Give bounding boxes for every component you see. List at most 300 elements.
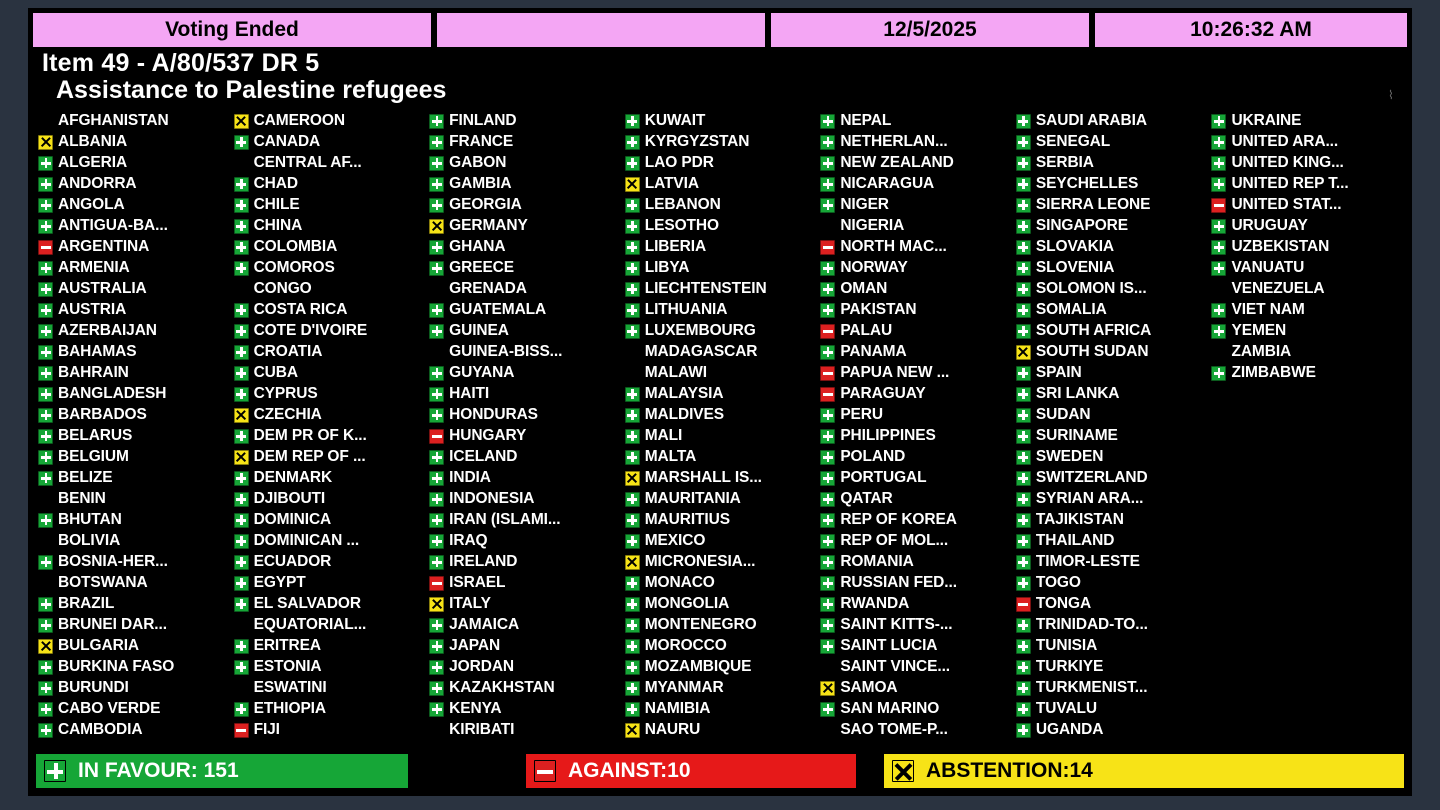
vote-column: [429, 111, 625, 737]
plus-icon: [234, 555, 249, 570]
vote-row: [234, 363, 430, 384]
country-name: CZECHIA: [253, 406, 322, 423]
country-name: THAILAND: [1035, 532, 1115, 549]
plus-icon: [1016, 471, 1031, 486]
vote-row: [820, 342, 1016, 363]
country-name: UNITED STAT...: [1231, 196, 1342, 213]
vote-row: [1016, 321, 1212, 342]
country-name: ARMENIA: [58, 259, 130, 276]
vote-row: [429, 405, 625, 426]
vote-row: [38, 174, 234, 195]
vote-row: [625, 195, 821, 216]
vote-row: [234, 552, 430, 573]
country-name: SUDAN: [1035, 406, 1091, 423]
country-name: DENMARK: [253, 469, 333, 486]
footer-gap-left: [408, 754, 526, 788]
vote-row: [429, 258, 625, 279]
country-name: UNITED KING...: [1231, 154, 1344, 171]
vote-row: [234, 636, 430, 657]
vote-row: [820, 636, 1016, 657]
plus-icon: [429, 303, 444, 318]
plus-icon: [625, 618, 640, 633]
plus-icon: [1211, 177, 1226, 192]
country-name: HAITI: [449, 385, 490, 402]
country-name: BURKINA FASO: [58, 658, 175, 675]
x-icon: [625, 723, 640, 738]
country-name: SAINT KITTS-...: [840, 616, 953, 633]
plus-icon: [429, 450, 444, 465]
country-name: DOMINICAN ...: [253, 532, 360, 549]
plus-icon: [625, 156, 640, 171]
country-name: MICRONESIA...: [644, 553, 756, 570]
plus-icon: [625, 303, 640, 318]
vote-row: [625, 342, 821, 363]
country-name: PAKISTAN: [840, 301, 917, 318]
vote-row: [38, 195, 234, 216]
vote-row: [234, 657, 430, 678]
plus-icon: [1211, 261, 1226, 276]
vote-row: [38, 468, 234, 489]
vote-row: [1016, 342, 1212, 363]
vote-row: [429, 699, 625, 720]
vote-row: [625, 489, 821, 510]
country-name: VIET NAM: [1231, 301, 1305, 318]
vote-row: [38, 405, 234, 426]
country-name: ICELAND: [449, 448, 518, 465]
plus-icon: [820, 639, 835, 654]
vote-row: [625, 552, 821, 573]
status-header: [30, 10, 1410, 48]
vote-row: [625, 615, 821, 636]
vote-row: [429, 174, 625, 195]
plus-icon: [1016, 303, 1031, 318]
vote-row: [1016, 111, 1212, 132]
country-name: PERU: [840, 406, 883, 423]
plus-icon: [625, 534, 640, 549]
vote-row: [429, 678, 625, 699]
vote-row: [38, 447, 234, 468]
country-name: ZIMBABWE: [1231, 364, 1316, 381]
vote-row: [429, 111, 625, 132]
plus-icon: [1211, 219, 1226, 234]
plus-icon: [1016, 198, 1031, 213]
plus-icon: [625, 387, 640, 402]
plus-icon: [1211, 303, 1226, 318]
vote-row: [1211, 111, 1410, 132]
no-vote-icon: [38, 492, 53, 507]
title-block: [30, 48, 1410, 107]
vote-row: [625, 657, 821, 678]
plus-icon: [429, 240, 444, 255]
vote-row: [625, 447, 821, 468]
country-name: SLOVAKIA: [1035, 238, 1115, 255]
plus-icon: [38, 597, 53, 612]
vote-row: [820, 405, 1016, 426]
country-name: SYRIAN ARA...: [1035, 490, 1144, 507]
plus-icon: [625, 261, 640, 276]
plus-icon: [429, 408, 444, 423]
vote-row: [820, 237, 1016, 258]
plus-icon: [38, 198, 53, 213]
plus-icon: [820, 618, 835, 633]
vote-row: [429, 720, 625, 741]
plus-icon: [625, 513, 640, 528]
plus-icon: [234, 639, 249, 654]
country-name: ITALY: [449, 595, 491, 612]
vote-row: [38, 573, 234, 594]
country-name: FRANCE: [449, 133, 514, 150]
vote-row: [625, 237, 821, 258]
plus-icon: [625, 240, 640, 255]
country-name: LIBYA: [644, 259, 690, 276]
vote-row: [234, 300, 430, 321]
vote-row: [820, 699, 1016, 720]
country-name: SINGAPORE: [1035, 217, 1129, 234]
country-name: BOSNIA-HER...: [58, 553, 168, 570]
plus-icon: [1016, 156, 1031, 171]
country-name: AZERBAIJAN: [58, 322, 157, 339]
country-name: TURKMENIST...: [1035, 679, 1148, 696]
vote-row: [625, 363, 821, 384]
plus-icon: [429, 513, 444, 528]
country-name: SENEGAL: [1035, 133, 1111, 150]
country-name: NIGER: [840, 196, 889, 213]
vote-row: [429, 531, 625, 552]
vote-row: [429, 552, 625, 573]
plus-icon: [1016, 618, 1031, 633]
vote-row: [234, 342, 430, 363]
country-name: GAMBIA: [449, 175, 512, 192]
plus-icon: [234, 345, 249, 360]
country-name: MALAYSIA: [644, 385, 724, 402]
vote-row: [234, 531, 430, 552]
vote-row: [429, 636, 625, 657]
vote-row: [429, 573, 625, 594]
country-name: QATAR: [840, 490, 893, 507]
vote-row: [429, 153, 625, 174]
vote-row: [234, 258, 430, 279]
country-name: PALAU: [840, 322, 893, 339]
vote-row: [1016, 636, 1212, 657]
vote-row: [1016, 384, 1212, 405]
plus-icon: [820, 702, 835, 717]
plus-icon: [429, 366, 444, 381]
country-name: SAN MARINO: [840, 700, 940, 717]
plus-icon: [1016, 324, 1031, 339]
vote-row: [820, 426, 1016, 447]
vote-row: [234, 615, 430, 636]
plus-icon: [1016, 702, 1031, 717]
vote-row: [1016, 678, 1212, 699]
plus-icon: [44, 760, 66, 782]
vote-row: [625, 594, 821, 615]
vote-row: [234, 678, 430, 699]
x-icon: [429, 597, 444, 612]
country-name: BELGIUM: [58, 448, 129, 465]
tally-abstention: [884, 754, 1404, 788]
country-name: NEW ZEALAND: [840, 154, 954, 171]
plus-icon: [820, 429, 835, 444]
country-name: BHUTAN: [58, 511, 122, 528]
vote-row: [429, 426, 625, 447]
plus-icon: [234, 660, 249, 675]
country-name: INDONESIA: [449, 490, 535, 507]
country-name: PAPUA NEW ...: [840, 364, 950, 381]
plus-icon: [625, 576, 640, 591]
vote-row: [38, 489, 234, 510]
plus-icon: [625, 198, 640, 213]
vote-row: [1211, 132, 1410, 153]
country-name: ECUADOR: [253, 553, 332, 570]
vote-row: [820, 216, 1016, 237]
country-name: KYRGYZSTAN: [644, 133, 750, 150]
country-name: SWITZERLAND: [1035, 469, 1148, 486]
country-name: LEBANON: [644, 196, 721, 213]
country-name: REP OF MOL...: [840, 532, 949, 549]
plus-icon: [234, 366, 249, 381]
country-name: CHAD: [253, 175, 298, 192]
vote-row: [1016, 531, 1212, 552]
no-vote-icon: [234, 156, 249, 171]
plus-icon: [1016, 387, 1031, 402]
vote-row: [1211, 321, 1410, 342]
country-name: ZAMBIA: [1231, 343, 1292, 360]
plus-icon: [1016, 240, 1031, 255]
country-name: UKRAINE: [1231, 112, 1302, 129]
plus-icon: [625, 324, 640, 339]
country-name: LUXEMBOURG: [644, 322, 756, 339]
no-vote-icon: [625, 366, 640, 381]
vote-row: [38, 111, 234, 132]
country-name: TONGA: [1035, 595, 1092, 612]
vote-row: [234, 237, 430, 258]
plus-icon: [234, 135, 249, 150]
country-name: GREECE: [449, 259, 515, 276]
vote-row: [38, 384, 234, 405]
country-name: KENYA: [449, 700, 502, 717]
vote-row: [1016, 573, 1212, 594]
vote-row: [820, 321, 1016, 342]
plus-icon: [1016, 219, 1031, 234]
vote-row: [820, 531, 1016, 552]
country-name: MONTENEGRO: [644, 616, 757, 633]
plus-icon: [38, 408, 53, 423]
minus-icon: [234, 723, 249, 738]
country-name: MALTA: [644, 448, 697, 465]
country-name: LITHUANIA: [644, 301, 728, 318]
country-name: MYANMAR: [644, 679, 724, 696]
vote-row: [625, 468, 821, 489]
country-name: MAURITANIA: [644, 490, 741, 507]
vote-row: [820, 594, 1016, 615]
vote-row: [820, 174, 1016, 195]
no-vote-icon: [429, 345, 444, 360]
plus-icon: [234, 513, 249, 528]
plus-icon: [429, 555, 444, 570]
plus-icon: [625, 492, 640, 507]
vote-row: [1016, 300, 1212, 321]
plus-icon: [234, 387, 249, 402]
vote-row: [38, 636, 234, 657]
country-name: TAJIKISTAN: [1035, 511, 1124, 528]
country-name: GHANA: [449, 238, 506, 255]
country-name: MALI: [644, 427, 683, 444]
country-name: MALDIVES: [644, 406, 725, 423]
vote-row: [429, 321, 625, 342]
plus-icon: [429, 156, 444, 171]
vote-row: [1211, 342, 1410, 363]
country-name: ANGOLA: [58, 196, 125, 213]
country-name: TOGO: [1035, 574, 1081, 591]
plus-icon: [1016, 366, 1031, 381]
plus-icon: [1016, 408, 1031, 423]
country-name: BRAZIL: [58, 595, 115, 612]
plus-icon: [1016, 576, 1031, 591]
country-name: BRUNEI DAR...: [58, 616, 167, 633]
plus-icon: [820, 534, 835, 549]
vote-row: [625, 699, 821, 720]
header-blank-cell: [436, 12, 766, 48]
country-name: UNITED REP T...: [1231, 175, 1349, 192]
vote-row: [38, 132, 234, 153]
country-name: BULGARIA: [58, 637, 139, 654]
vote-row: [1016, 699, 1212, 720]
country-name: SOMALIA: [1035, 301, 1107, 318]
vote-row: [1211, 153, 1410, 174]
vote-grid: [30, 107, 1410, 737]
country-name: SWEDEN: [1035, 448, 1104, 465]
vote-row: [1016, 405, 1212, 426]
vote-row: [625, 384, 821, 405]
country-name: VENEZUELA: [1231, 280, 1325, 297]
country-name: FIJI: [253, 721, 280, 738]
plus-icon: [1211, 240, 1226, 255]
vote-row: [625, 321, 821, 342]
country-name: ESTONIA: [253, 658, 322, 675]
vote-row: [820, 489, 1016, 510]
country-name: LESOTHO: [644, 217, 719, 234]
country-name: NAURU: [644, 721, 701, 738]
subject-title: Assistance to Palestine refugees: [56, 76, 447, 104]
vote-row: [38, 510, 234, 531]
vote-row: [1211, 258, 1410, 279]
vote-row: [625, 258, 821, 279]
plus-icon: [1016, 261, 1031, 276]
minus-icon: [429, 429, 444, 444]
plus-icon: [234, 219, 249, 234]
vote-row: [429, 195, 625, 216]
vote-row: [38, 153, 234, 174]
plus-icon: [820, 576, 835, 591]
vote-column: [234, 111, 430, 737]
vote-row: [1016, 279, 1212, 300]
country-name: SERBIA: [1035, 154, 1094, 171]
vote-row: [429, 489, 625, 510]
vote-row: [429, 447, 625, 468]
vote-row: [820, 279, 1016, 300]
country-name: SOUTH AFRICA: [1035, 322, 1152, 339]
country-name: GRENADA: [449, 280, 527, 297]
vote-row: [429, 237, 625, 258]
vote-row: [1211, 279, 1410, 300]
vote-row: [234, 384, 430, 405]
country-name: CROATIA: [253, 343, 323, 360]
country-name: BURUNDI: [58, 679, 129, 696]
country-name: CUBA: [253, 364, 298, 381]
plus-icon: [38, 219, 53, 234]
country-name: BAHRAIN: [58, 364, 129, 381]
country-name: ANTIGUA-BA...: [58, 217, 168, 234]
country-name: BENIN: [58, 490, 106, 507]
plus-icon: [625, 219, 640, 234]
x-icon: [1016, 345, 1031, 360]
plus-icon: [234, 492, 249, 507]
vote-row: [38, 279, 234, 300]
plus-icon: [38, 702, 53, 717]
vote-row: [234, 111, 430, 132]
vote-row: [820, 720, 1016, 741]
vote-column: [1016, 111, 1212, 737]
vote-row: [625, 300, 821, 321]
country-name: IRELAND: [449, 553, 518, 570]
minus-icon: [1016, 597, 1031, 612]
abstention-label: ABSTENTION:14: [926, 759, 1093, 782]
vote-row: [1016, 258, 1212, 279]
minus-icon: [820, 387, 835, 402]
x-icon: [892, 760, 914, 782]
vote-row: [38, 657, 234, 678]
tally-against: [526, 754, 856, 788]
vote-row: [820, 447, 1016, 468]
country-name: IRAQ: [449, 532, 488, 549]
country-name: UNITED ARA...: [1231, 133, 1339, 150]
plus-icon: [38, 723, 53, 738]
plus-icon: [820, 450, 835, 465]
vote-row: [1016, 363, 1212, 384]
plus-icon: [625, 660, 640, 675]
plus-icon: [1016, 114, 1031, 129]
footer-gap-right: [856, 754, 884, 788]
date-display: 12/5/2025: [770, 12, 1090, 48]
vote-row: [625, 573, 821, 594]
country-name: ESWATINI: [253, 679, 327, 696]
country-name: SOLOMON IS...: [1035, 280, 1147, 297]
country-name: RUSSIAN FED...: [840, 574, 957, 591]
vote-row: [429, 594, 625, 615]
vote-row: [1016, 720, 1212, 741]
plus-icon: [625, 429, 640, 444]
vote-row: [820, 552, 1016, 573]
country-name: COTE D'IVOIRE: [253, 322, 368, 339]
plus-icon: [38, 618, 53, 633]
no-vote-icon: [1211, 282, 1226, 297]
plus-icon: [429, 534, 444, 549]
country-name: NIGERIA: [840, 217, 905, 234]
country-name: PORTUGAL: [840, 469, 927, 486]
country-name: SIERRA LEONE: [1035, 196, 1151, 213]
x-icon: [234, 408, 249, 423]
vote-row: [1016, 510, 1212, 531]
plus-icon: [38, 303, 53, 318]
minus-icon: [534, 760, 556, 782]
no-vote-icon: [234, 681, 249, 696]
plus-icon: [625, 282, 640, 297]
vote-row: [1211, 216, 1410, 237]
country-name: GEORGIA: [449, 196, 522, 213]
plus-icon: [429, 177, 444, 192]
country-name: VANUATU: [1231, 259, 1305, 276]
vote-row: [234, 489, 430, 510]
